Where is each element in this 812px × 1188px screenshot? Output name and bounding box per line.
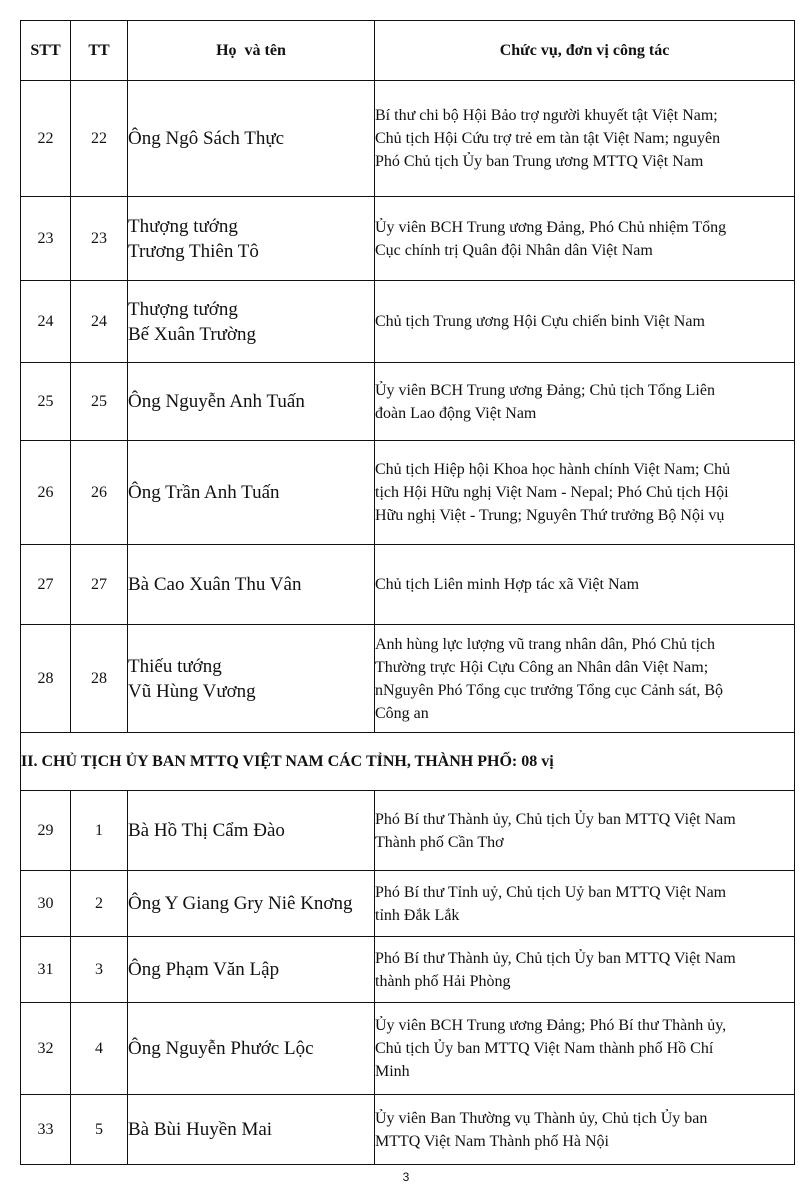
section-title: II. CHỦ TỊCH ỦY BAN MTTQ VIỆT NAM CÁC TỈNH, THÀNH PHỐ: 08 vị bbox=[21, 733, 795, 791]
position-line: MTTQ Việt Nam Thành phố Hà Nội bbox=[375, 1132, 609, 1150]
table-row bbox=[21, 281, 795, 363]
name-line: Vũ Hùng Vương bbox=[128, 680, 256, 702]
cell-name bbox=[128, 625, 375, 733]
cell-tt: 5 bbox=[71, 1095, 128, 1165]
cell-stt: 26 bbox=[21, 441, 71, 545]
cell-position bbox=[375, 441, 795, 545]
cell-name bbox=[128, 197, 375, 281]
table-body-part2 bbox=[21, 791, 795, 1165]
position-line: Cục chính trị Quân đội Nhân dân Việt Nam bbox=[375, 241, 653, 259]
name-line: Ông Phạm Văn Lập bbox=[128, 959, 280, 980]
cell-tt: 25 bbox=[71, 363, 128, 441]
position-line: Công an bbox=[375, 704, 429, 722]
header-tt: TT bbox=[71, 21, 128, 81]
cell-position bbox=[375, 1003, 795, 1095]
table-row bbox=[21, 791, 795, 871]
cell-name bbox=[128, 1095, 375, 1165]
cell-tt: 4 bbox=[71, 1003, 128, 1095]
position-line: Chủ tịch Liên minh Hợp tác xã Việt Nam bbox=[375, 576, 640, 593]
table-row bbox=[21, 1003, 795, 1095]
cell-tt: 28 bbox=[71, 625, 128, 733]
position-line: Thường trực Hội Cựu Công an Nhân dân Việt Nam; bbox=[375, 658, 709, 676]
cell-tt: 26 bbox=[71, 441, 128, 545]
position-line: Ủy viên BCH Trung ương Đảng, Phó Chủ nhiệm Tổng bbox=[375, 218, 727, 236]
cell-name bbox=[128, 441, 375, 545]
position-line: Ủy viên BCH Trung ương Đảng; Phó Bí thư Thành ủy, bbox=[375, 1017, 727, 1034]
position-line: tỉnh Đắk Lắk bbox=[375, 906, 460, 924]
position-line: Ủy viên Ban Thường vụ Thành ủy, Chủ tịch Ủy ban bbox=[375, 1109, 708, 1127]
name-line: Bà Cao Xuân Thu Vân bbox=[128, 574, 302, 595]
name-line: Trương Thiên Tô bbox=[128, 240, 259, 262]
cell-stt: 25 bbox=[21, 363, 71, 441]
position-line: Thành phố Cần Thơ bbox=[375, 833, 504, 851]
cell-tt: 24 bbox=[71, 281, 128, 363]
cell-name bbox=[128, 363, 375, 441]
table-row bbox=[21, 625, 795, 733]
position-line: đoàn Lao động Việt Nam bbox=[375, 404, 537, 422]
cell-stt: 31 bbox=[21, 937, 71, 1003]
cell-name bbox=[128, 1003, 375, 1095]
cell-name bbox=[128, 281, 375, 363]
position-line: Bí thư chi bộ Hội Bảo trợ người khuyết tật Việt Nam; bbox=[375, 107, 718, 124]
cell-stt: 22 bbox=[21, 81, 71, 197]
name-line: Bà Hồ Thị Cẩm Đào bbox=[128, 820, 285, 841]
table-body-part1 bbox=[21, 81, 795, 733]
cell-position bbox=[375, 1095, 795, 1165]
member-table bbox=[20, 20, 795, 1165]
name-line: Bế Xuân Trường bbox=[128, 323, 257, 345]
header-stt: STT bbox=[21, 21, 71, 81]
table-row bbox=[21, 81, 795, 197]
cell-name bbox=[128, 937, 375, 1003]
name-line: Ông Nguyễn Anh Tuấn bbox=[128, 391, 305, 412]
position-line: Anh hùng lực lượng vũ trang nhân dân, Phó Chủ tịch bbox=[375, 635, 715, 653]
position-line: Phó Bí thư Thành ủy, Chủ tịch Ủy ban MTTQ Việt Nam bbox=[375, 949, 736, 967]
cell-position bbox=[375, 625, 795, 733]
cell-position bbox=[375, 281, 795, 363]
cell-stt: 29 bbox=[21, 791, 71, 871]
position-line: tịch Hội Hữu nghị Việt Nam - Nepal; Phó Chủ tịch Hội bbox=[375, 484, 729, 501]
position-line: nNguyên Phó Tổng cục trưởng Tổng cục Cảnh sát, Bộ bbox=[375, 681, 724, 699]
cell-tt: 2 bbox=[71, 871, 128, 937]
table-row bbox=[21, 871, 795, 937]
cell-tt: 27 bbox=[71, 545, 128, 625]
cell-position bbox=[375, 871, 795, 937]
cell-position bbox=[375, 363, 795, 441]
header-name: Họ và tên bbox=[128, 21, 375, 81]
position-line: Chủ tịch Ủy ban MTTQ Việt Nam thành phố Hồ Chí bbox=[375, 1040, 714, 1057]
cell-name bbox=[128, 545, 375, 625]
cell-position bbox=[375, 197, 795, 281]
cell-position bbox=[375, 81, 795, 197]
cell-stt: 33 bbox=[21, 1095, 71, 1165]
cell-position bbox=[375, 545, 795, 625]
cell-tt: 23 bbox=[71, 197, 128, 281]
cell-tt: 3 bbox=[71, 937, 128, 1003]
name-line: Thượng tướng bbox=[128, 298, 238, 320]
cell-stt: 30 bbox=[21, 871, 71, 937]
header-position: Chức vụ, đơn vị công tác bbox=[375, 21, 795, 81]
table-row bbox=[21, 197, 795, 281]
cell-position bbox=[375, 791, 795, 871]
name-line: Thiếu tướng bbox=[128, 655, 222, 677]
cell-stt: 23 bbox=[21, 197, 71, 281]
name-line: Bà Bùi Huyền Mai bbox=[128, 1119, 273, 1140]
position-line: Hữu nghị Việt - Trung; Nguyên Thứ trưởng Bộ Nội vụ bbox=[375, 507, 725, 524]
position-line: Ủy viên BCH Trung ương Đảng; Chủ tịch Tổng Liên bbox=[375, 381, 715, 399]
table-row bbox=[21, 545, 795, 625]
table-row bbox=[21, 1095, 795, 1165]
position-line: Chủ tịch Trung ương Hội Cựu chiến binh Việt Nam bbox=[375, 313, 705, 330]
cell-name bbox=[128, 791, 375, 871]
cell-position bbox=[375, 937, 795, 1003]
cell-tt: 22 bbox=[71, 81, 128, 197]
cell-stt: 27 bbox=[21, 545, 71, 625]
table-row bbox=[21, 363, 795, 441]
cell-stt: 28 bbox=[21, 625, 71, 733]
page-number: 3 bbox=[402, 1170, 410, 1184]
position-line: Chủ tịch Hiệp hội Khoa học hành chính Việt Nam; Chủ bbox=[375, 461, 731, 478]
cell-stt: 24 bbox=[21, 281, 71, 363]
position-line: Phó Bí thư Thành ủy, Chủ tịch Ủy ban MTTQ Việt Nam bbox=[375, 810, 736, 828]
position-line: Chủ tịch Hội Cứu trợ trẻ em tàn tật Việt Nam; nguyên bbox=[375, 130, 721, 147]
position-line: Minh bbox=[375, 1063, 410, 1080]
cell-tt: 1 bbox=[71, 791, 128, 871]
section-header-body bbox=[21, 733, 795, 791]
table-row bbox=[21, 441, 795, 545]
name-line: Ông Y Giang Gry Niê Knơng bbox=[128, 893, 353, 914]
name-line: Thượng tướng bbox=[128, 215, 238, 237]
table-header-row bbox=[21, 21, 795, 81]
cell-stt: 32 bbox=[21, 1003, 71, 1095]
section-header-row bbox=[21, 733, 795, 791]
name-line: Ông Nguyễn Phước Lộc bbox=[128, 1038, 314, 1059]
cell-name bbox=[128, 871, 375, 937]
table-row bbox=[21, 937, 795, 1003]
name-line: Ông Trần Anh Tuấn bbox=[128, 482, 280, 503]
name-line: Ông Ngô Sách Thực bbox=[128, 128, 285, 149]
position-line: thành phố Hải Phòng bbox=[375, 972, 511, 990]
position-line: Phó Chủ tịch Ủy ban Trung ương MTTQ Việt Nam bbox=[375, 153, 704, 170]
cell-name bbox=[128, 81, 375, 197]
position-line: Phó Bí thư Tỉnh uỷ, Chủ tịch Uỷ ban MTTQ Việt Nam bbox=[375, 883, 727, 901]
